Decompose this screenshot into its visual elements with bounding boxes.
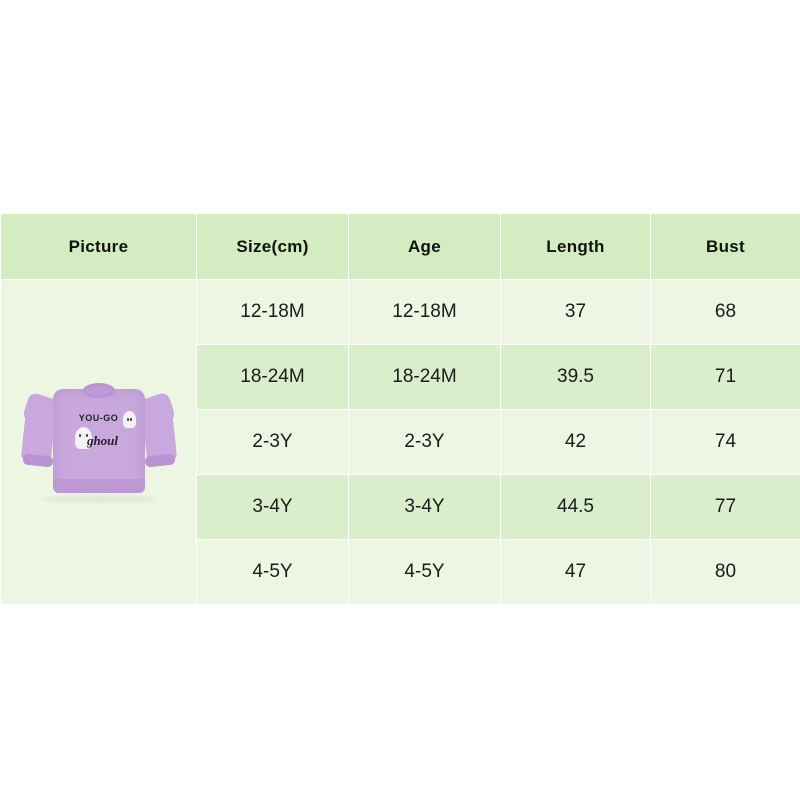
cell-age: 4-5Y: [349, 540, 501, 605]
cell-length: 37: [501, 280, 651, 345]
table-header: [1, 214, 800, 280]
cell-age: 2-3Y: [349, 410, 501, 475]
cell-bust: 71: [651, 345, 800, 410]
cell-bust: 68: [651, 280, 800, 345]
graphic-text-top: YOU-GO: [78, 413, 119, 423]
product-image-cell: [1, 280, 197, 605]
image-shadow: [43, 495, 155, 503]
cell-size: 18-24M: [197, 345, 349, 410]
cell-size: 3-4Y: [197, 475, 349, 540]
cell-length: 47: [501, 540, 651, 605]
cell-length: 39.5: [501, 345, 651, 410]
graphic-text-bottom: ghoul: [86, 433, 119, 448]
cell-length: 42: [501, 410, 651, 475]
cell-size: 2-3Y: [197, 410, 349, 475]
column-header-picture: Picture: [1, 214, 197, 280]
cell-age: 3-4Y: [349, 475, 501, 540]
size-chart-table: [0, 213, 800, 605]
column-header-length: Length: [501, 214, 651, 280]
header-row: [1, 214, 800, 280]
cell-bust: 80: [651, 540, 800, 605]
sweater-hem: [53, 479, 145, 493]
cell-bust: 74: [651, 410, 800, 475]
cuff-left: [22, 453, 53, 467]
sweater-collar: [83, 383, 115, 398]
cell-bust: 77: [651, 475, 800, 540]
column-header-size: Size(cm): [197, 214, 349, 280]
column-header-age: Age: [349, 214, 501, 280]
cell-age: 12-18M: [349, 280, 501, 345]
cuff-right: [144, 453, 175, 467]
cell-size: 4-5Y: [197, 540, 349, 605]
purple-knit-sweater-image: [19, 367, 179, 517]
column-header-bust: Bust: [651, 214, 800, 280]
cell-length: 44.5: [501, 475, 651, 540]
table-body: [1, 280, 800, 605]
size-chart: [0, 213, 800, 605]
cell-size: 12-18M: [197, 280, 349, 345]
table-row: [1, 280, 800, 345]
cell-age: 18-24M: [349, 345, 501, 410]
